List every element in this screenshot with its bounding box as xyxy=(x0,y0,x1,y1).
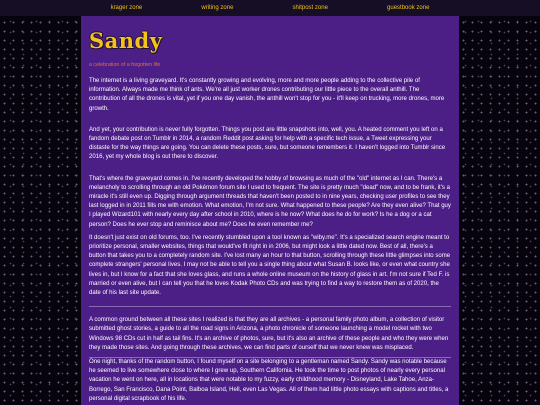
page-title: Sandy xyxy=(89,28,163,53)
top-nav-bar xyxy=(0,0,540,16)
nav-link-guestbook-zone[interactable]: guestbook zone xyxy=(387,5,430,11)
nav-link-krager-zone[interactable]: krager zone xyxy=(110,5,143,11)
article-paragraph: It doesn't just exist on old forums, too. I've recently stumbled upon a tool known as "wiby.me". It's a specialized search engine meant to prioritize personal, smaller websites, things that would've fit right in in 2006, but might look a little dated now. Best of all, there's a button that takes you to a completely random site. I've lost many an hour to that button, scrolling through these little glimpses into some complete strangers' personal lives. I may not be able to tell you a single thing about what Susan B. looks like, or even what country she lives in, but I know for a fact that she loves glass, and runs a whole online museum on the history of glass in art. I'm not sure if Ted F. is married or even alive, but I can tell you that he loves Kodak Photo CDs and was trying to find a way to restore them as of 2020, the date of his last site update. xyxy=(89,234,451,297)
page-subtitle: a celebration of a forgotten life xyxy=(89,62,161,68)
article-paragraph: A common ground between all these sites I realized is that they are all archives - a personal family photo album, a collection of visitor submitted ghost stories, a guide to all the road signs in Arizona, a photo chronicle of someone launching a model rocket with two Windows 98 CDs cut in half as tail fins. It's an archive of photos, sure, but it's also an archive of these people and who they were when they made those sites. And going through these archives, we can find parts of ourself that we never knew was misplaced. xyxy=(89,317,449,351)
article-paragraph: One night, thanks of the random button, I found myself on a site belonging to a gentleman named Sandy. Sandy was notable because he seemed to live somewhere close to where I grew up, Southern California. He took the time to post photos of nearly every personal vacation he went on here, all in locations that were notable to my fuzzy, early childhood memory - Disneyland, Lake Tahoe, Anza-Borrego, San Francisco, Dana Point, Balboa Island, Hell, even Las Vegas. All of them had little photo essays with captions and titles, a personal digital scrapbook of his life. xyxy=(89,359,449,402)
section-divider xyxy=(89,306,451,307)
article-paragraph: And yet, your contribution is never fully forgotten. Things you post are little snapshots into, well, you. A heated comment you left on a fandom debate post on Tumblr in 2014, a random Reddit post asking for help with a specific tech issue, a Tweet expressing your distaste for the way things are going. You can delete these posts, sure, but someone remembers it. I haven't logged into Tumblr since 2016, yet my whole blog is out there to discover. xyxy=(89,126,446,161)
nav-link-shitpost-zone[interactable]: shitpost zone xyxy=(292,5,328,11)
nav-link-writing-zone[interactable]: writing zone xyxy=(201,5,234,11)
article xyxy=(81,28,459,404)
article-paragraph: That's where the graveyard comes in. I've recently developed the hobby of browsing as much of the "old" internet as I can. There's a melancholy to scrolling through an old Pokémon forum site I used to frequent. The site is pretty much "dead" now, and to be frank, it's a miracle it's still even up. Digging through argument threads that haven't been posted to in nine years, checking user profiles to see they last logged in in 2011 fills me with emotion. What emotion, I'm not sure. What happened to these people? Are they even alive? That guy I played Wizard101 with nearly every day after school in 2010, where is he now? What does he do for work? Is he a dog or a cat person? Does he ever stop and reminisce about me? Does he even remember me? xyxy=(89,175,451,228)
site-nav xyxy=(81,0,459,16)
content-panel xyxy=(81,16,459,405)
article-paragraph: The internet is a living graveyard. It's constantly growing and evolving, more and more people adding to the collective pile of information. Always made me think of ants. We're all just worker drones contributing our little piece to the overall anthill. The contribution of all the drones is vital, yet if you one day vanish, the anthill won't stop for you - it'll keep on trucking, more drones, more growth. xyxy=(89,78,445,112)
